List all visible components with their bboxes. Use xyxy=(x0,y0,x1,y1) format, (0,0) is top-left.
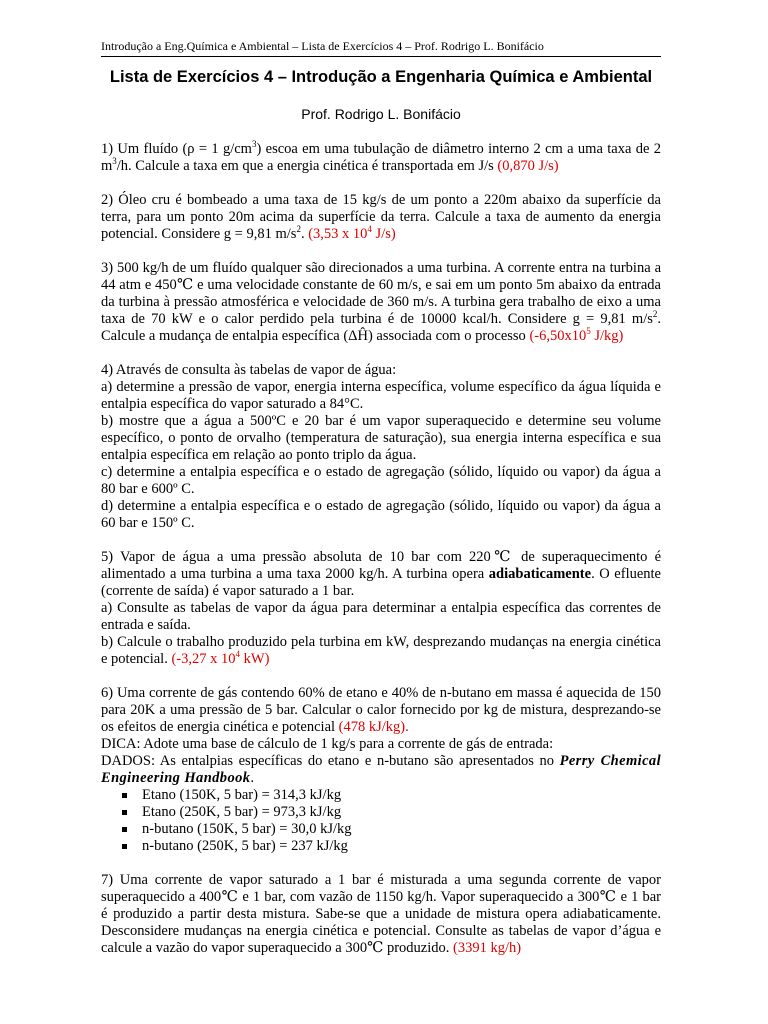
exercise-6-tip: DICA: Adote uma base de cálculo de 1 kg/s para a corrente de gás de entrada: xyxy=(101,736,554,752)
enthalpy-data-list xyxy=(101,787,661,855)
exercise-5-item-b: b) Calcule o trabalho produzido pela turbina em kW, desprezando mudanças na energia cinética e potencial. (-3,27 x $10^4$ kW) xyxy=(101,634,661,667)
exercise-7-text: 7) Uma corrente de vapor saturado a 1 bar é misturada a uma segunda corrente de vapor superaquecido a 400℃ e 1 bar, com vazão de 1150 kg/h. Vapor superaquecido a 300℃ e 1 bar é produzido a partir desta mistura. Sabe-se que a unidade de mistura opera adiabaticamente. Desconsidere mudanças na energia cinética e potencial. Consulte as tabelas de vapor d’água e calcule a vazão do vapor superaquecido a 300℃ produzido. (3391 kg/h) xyxy=(101,872,661,956)
exercise-5-item-a: a) Consulte as tabelas de vapor da água para determinar a entalpia específica das correntes de entrada e saída. xyxy=(101,600,661,633)
exercise-4-intro: 4) Através de consulta às tabelas de vapor de água: xyxy=(101,362,397,378)
bullet-icon xyxy=(122,810,127,815)
exercise-7 xyxy=(101,872,661,957)
list-item: n-butano (250K, 5 bar) = 237 kJ/kg xyxy=(122,838,661,855)
exercise-4-item-a: a) determine a pressão de vapor, energia interna específica, volume específico da água líquida e entalpia específica do vapor saturado a 84°C. xyxy=(101,379,661,412)
list-item: Etano (250K, 5 bar) = 973,3 kJ/kg xyxy=(122,804,661,821)
exercise-7-answer: (3391 kg/h) xyxy=(453,940,522,956)
bullet-icon xyxy=(122,793,127,798)
exercise-2-answer: (3,53 x $10^4$ J/s) xyxy=(308,224,396,242)
exercise-list xyxy=(101,141,661,974)
exercise-6-data: DADOS: As entalpias específicas do etano e n-butano são apresentados no Perry Chemical Engineering Handbook. xyxy=(101,753,661,786)
bullet-icon xyxy=(122,844,127,849)
bullet-icon xyxy=(122,827,127,832)
exercise-5-text: 5) Vapor de água a uma pressão absoluta de 10 bar com 220℃ de superaquecimento é alimentado a uma turbina a uma taxa 2000 kg/h. A turbina opera adiabaticamente. O efluente (corrente de saída) é vapor saturado a 1 bar. xyxy=(101,549,661,599)
list-item: Etano (150K, 5 bar) = 314,3 kJ/kg xyxy=(122,787,661,804)
handbook-reference: Perry Chemical Engineering Handbook xyxy=(101,753,661,786)
exercise-3-answer: ($-6,50x10^5$ J/kg) xyxy=(529,326,624,344)
exercise-1-text: 1) Um fluído (ρ = 1 $g/cm^3$) escoa em uma tubulação de diâmetro interno 2 cm a uma taxa de 2 $m^3/h$. Calcule a taxa em que a energia cinética é transportada em J/s (0,870 J/s) xyxy=(101,139,661,174)
exercise-6 xyxy=(101,685,661,855)
document-author: Prof. Rodrigo L. Bonifácio xyxy=(301,106,461,122)
exercise-4 xyxy=(101,362,661,532)
exercise-1 xyxy=(101,141,661,175)
exercise-4-item-b: b) mostre que a água a 500ºC e 20 bar é um vapor superaquecido e determine seu volume específico, o ponto de orvalho (temperatura de saturação), sua energia interna específica e sua entalpia específica em relação ao ponto triplo da água. xyxy=(101,413,661,463)
exercise-4-item-d: d) determine a entalpia específica e o estado de agregação (sólido, líquido ou vapor) da água a 60 bar e 150º C. xyxy=(101,498,661,531)
exercise-5 xyxy=(101,549,661,668)
exercise-5-answer: (-3,27 x $10^4$ kW) xyxy=(171,649,270,667)
list-item: n-butano (150K, 5 bar) = 30,0 kJ/kg xyxy=(122,821,661,838)
exercise-6-answer: (478 kJ/kg). xyxy=(338,719,409,735)
running-header: Introdução a Eng.Química e Ambiental – Lista de Exercícios 4 – Prof. Rodrigo L. Bonifácio xyxy=(101,39,544,53)
exercise-1-answer: (0,870 J/s) xyxy=(497,158,559,174)
exercise-2 xyxy=(101,192,661,243)
exercise-4-item-c: c) determine a entalpia específica e o estado de agregação (sólido, líquido ou vapor) da água a 80 bar e 600º C. xyxy=(101,464,661,497)
document-title: Lista de Exercícios 4 – Introdução a Engenharia Química e Ambiental xyxy=(109,68,653,86)
exercise-6-text: 6) Uma corrente de gás contendo 60% de etano e 40% de n-butano em massa é aquecida de 150 para 20K a uma pressão de 5 bar. Calcular o calor fornecido por kg de mistura, desprezando-se os efeitos de energia cinética e potencial (478 kJ/kg). xyxy=(101,685,661,735)
exercise-3 xyxy=(101,260,661,345)
header-divider xyxy=(101,56,661,57)
exercise-3-text: 3) 500 kg/h de um fluído qualquer são direcionados a uma turbina. A corrente entra na turbina a 44 atm e 450℃ e uma velocidade constante de 60 m/s, e sai em um ponto 5m abaixo da entrada da turbina à pressão atmosférica e velocidade de 360 m/s. A turbina gera trabalho de eixo a uma taxa de 70 kW e o calor perdido pela turbina é de 10000 kcal/h. Considere g = 9,81 $m/s^2$. Calcule a mudança de entalpia específica (ΔĤ) associada com o processo ($-6,50x10^5$ J/kg) xyxy=(101,260,661,344)
exercise-2-text: 2) Óleo cru é bombeado a uma taxa de 15 kg/s de um ponto a 220m abaixo da superfície da terra, para um ponto 20m acima da superfície da terra. Calcule a taxa de aumento da energia potencial. Considere g = 9,81 $m/s^2$. (3,53 x $10^4$ J/s) xyxy=(101,192,661,242)
